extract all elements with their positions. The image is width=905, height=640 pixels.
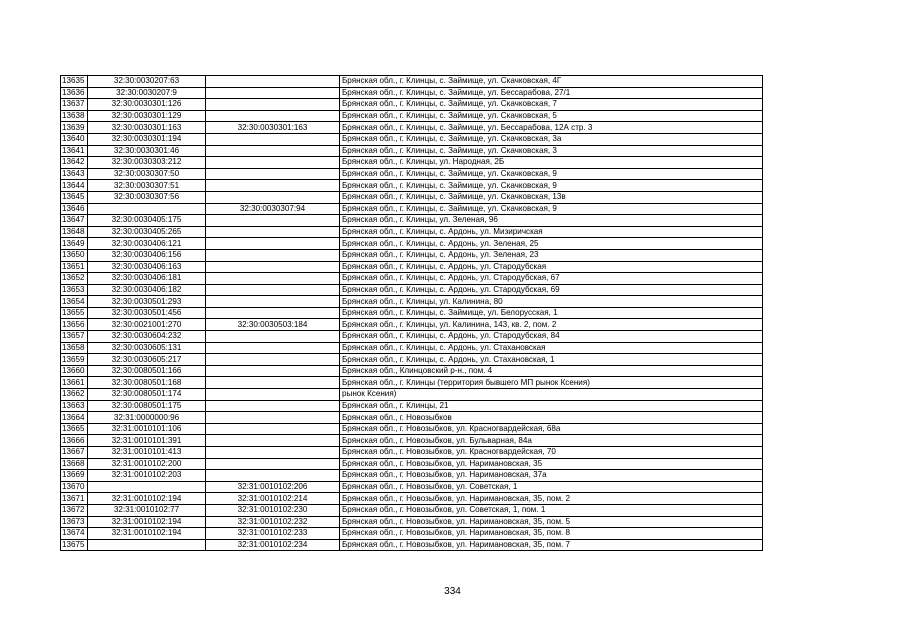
table-row <box>61 412 763 424</box>
cadastral-number-alt-cell <box>206 99 340 111</box>
cadastral-number-cell: 32:30:0030406:163 <box>88 261 206 273</box>
table-row <box>61 493 763 505</box>
row-number-cell: 13665 <box>61 423 88 435</box>
cadastral-number-cell: 32:30:0030307:51 <box>88 180 206 192</box>
row-number-cell: 13666 <box>61 435 88 447</box>
table-row <box>61 470 763 482</box>
table-row <box>61 307 763 319</box>
address-cell: Брянская обл., г. Клинцы, с. Займище, ул. Скачковская, 4Г <box>340 76 763 88</box>
cadastral-number-alt-cell: 32:30:0030307:94 <box>206 203 340 215</box>
address-cell: Брянская обл., Клинцовский р-н., пом. 4 <box>340 365 763 377</box>
row-number-cell: 13661 <box>61 377 88 389</box>
table-row <box>61 76 763 88</box>
cadastral-number-cell: 32:30:0030604:232 <box>88 331 206 343</box>
cadastral-number-cell: 32:30:0030406:156 <box>88 249 206 261</box>
table-row <box>61 331 763 343</box>
cadastral-number-alt-cell <box>206 226 340 238</box>
cadastral-number-cell: 32:31:0010102:194 <box>88 493 206 505</box>
table-row <box>61 168 763 180</box>
row-number-cell: 13655 <box>61 307 88 319</box>
address-cell: Брянская обл., г. Новозыбков, ул. Наримановская, 35, пом. 2 <box>340 493 763 505</box>
cadastral-number-alt-cell <box>206 238 340 250</box>
table-row <box>61 354 763 366</box>
cadastral-number-alt-cell <box>206 377 340 389</box>
cadastral-number-alt-cell <box>206 400 340 412</box>
cadastral-number-alt-cell: 32:31:0010102:234 <box>206 539 340 551</box>
table-row <box>61 99 763 111</box>
address-cell: Брянская обл., г. Новозыбков, ул. Наримановская, 37а <box>340 470 763 482</box>
cadastral-number-alt-cell <box>206 284 340 296</box>
address-cell: Брянская обл., г. Новозыбков, ул. Красногвардейская, 70 <box>340 447 763 459</box>
cadastral-number-alt-cell <box>206 458 340 470</box>
cadastral-number-cell: 32:30:0030207:63 <box>88 76 206 88</box>
cadastral-number-alt-cell <box>206 157 340 169</box>
address-cell: Брянская обл., г. Новозыбков, ул. Бульварная, 84а <box>340 435 763 447</box>
address-cell: Брянская обл., г. Клинцы, ул. Народная, 2Б <box>340 157 763 169</box>
cadastral-number-alt-cell <box>206 307 340 319</box>
cadastral-number-alt-cell <box>206 110 340 122</box>
address-cell: Брянская обл., г. Клинцы, с. Займище, ул. Белорусская, 1 <box>340 307 763 319</box>
table-row <box>61 377 763 389</box>
cadastral-number-alt-cell <box>206 180 340 192</box>
row-number-cell: 13673 <box>61 516 88 528</box>
table-row <box>61 157 763 169</box>
cadastral-number-alt-cell <box>206 145 340 157</box>
cadastral-number-cell: 32:30:0030406:121 <box>88 238 206 250</box>
table-row <box>61 249 763 261</box>
address-cell: Брянская обл., г. Клинцы, 21 <box>340 400 763 412</box>
row-number-cell: 13640 <box>61 133 88 145</box>
row-number-cell: 13659 <box>61 354 88 366</box>
cadastral-number-alt-cell <box>206 191 340 203</box>
cadastral-number-alt-cell: 32:31:0010102:233 <box>206 528 340 540</box>
row-number-cell: 13669 <box>61 470 88 482</box>
cadastral-number-cell: 32:30:0030301:163 <box>88 122 206 134</box>
cadastral-number-alt-cell: 32:31:0010102:230 <box>206 504 340 516</box>
row-number-cell: 13656 <box>61 319 88 331</box>
address-cell: Брянская обл., г. Клинцы, с. Займище, ул. Скачковская, 3 <box>340 145 763 157</box>
address-cell: рынок Ксения) <box>340 389 763 401</box>
row-number-cell: 13651 <box>61 261 88 273</box>
cadastral-number-cell: 32:30:0030605:131 <box>88 342 206 354</box>
table-row <box>61 261 763 273</box>
table-row <box>61 365 763 377</box>
cadastral-number-cell: 32:31:0010101:106 <box>88 423 206 435</box>
row-number-cell: 13660 <box>61 365 88 377</box>
cadastral-number-alt-cell <box>206 87 340 99</box>
table-row <box>61 296 763 308</box>
table-row <box>61 180 763 192</box>
cadastral-number-cell: 32:30:0030405:175 <box>88 215 206 227</box>
cadastral-number-cell: 32:30:0030405:265 <box>88 226 206 238</box>
cadastral-number-alt-cell: 32:30:0030301:163 <box>206 122 340 134</box>
cadastral-number-alt-cell <box>206 168 340 180</box>
registry-table <box>60 75 763 551</box>
address-cell: Брянская обл., г. Клинцы, ул. Калинина, 80 <box>340 296 763 308</box>
table-row <box>61 122 763 134</box>
table-row <box>61 539 763 551</box>
cadastral-number-alt-cell <box>206 435 340 447</box>
cadastral-number-cell: 32:30:0030501:456 <box>88 307 206 319</box>
cadastral-number-cell: 32:31:0000000:96 <box>88 412 206 424</box>
address-cell: Брянская обл., г. Клинцы, с. Ардонь, ул. Стахановская, 1 <box>340 354 763 366</box>
address-cell: Брянская обл., г. Клинцы, с. Ардонь, ул. Стахановская <box>340 342 763 354</box>
row-number-cell: 13652 <box>61 273 88 285</box>
table-row <box>61 238 763 250</box>
row-number-cell: 13664 <box>61 412 88 424</box>
cadastral-number-alt-cell <box>206 215 340 227</box>
row-number-cell: 13637 <box>61 99 88 111</box>
address-cell: Брянская обл., г. Клинцы, с. Займище, ул. Скачковская, 9 <box>340 168 763 180</box>
row-number-cell: 13639 <box>61 122 88 134</box>
table-row <box>61 87 763 99</box>
row-number-cell: 13653 <box>61 284 88 296</box>
row-number-cell: 13663 <box>61 400 88 412</box>
cadastral-number-cell: 32:30:0021001:270 <box>88 319 206 331</box>
address-cell: Брянская обл., г. Новозыбков <box>340 412 763 424</box>
address-cell: Брянская обл., г. Клинцы, с. Займище, ул. Скачковская, 13в <box>340 191 763 203</box>
cadastral-number-alt-cell <box>206 423 340 435</box>
table-row <box>61 145 763 157</box>
table-row <box>61 400 763 412</box>
address-cell: Брянская обл., г. Новозыбков, ул. Советская, 1 <box>340 481 763 493</box>
cadastral-number-cell: 32:30:0030501:293 <box>88 296 206 308</box>
address-cell: Брянская обл., г. Клинцы, с. Ардонь, ул. Стародубская, 69 <box>340 284 763 296</box>
row-number-cell: 13671 <box>61 493 88 505</box>
table-row <box>61 389 763 401</box>
row-number-cell: 13657 <box>61 331 88 343</box>
cadastral-number-alt-cell <box>206 470 340 482</box>
table-row <box>61 504 763 516</box>
row-number-cell: 13635 <box>61 76 88 88</box>
page-number: 334 <box>444 586 461 597</box>
address-cell: Брянская обл., г. Клинцы, с. Займище, ул. Скачковская, 7 <box>340 99 763 111</box>
cadastral-number-alt-cell <box>206 342 340 354</box>
cadastral-number-cell: 32:30:0030406:181 <box>88 273 206 285</box>
table-row <box>61 423 763 435</box>
cadastral-number-alt-cell <box>206 447 340 459</box>
table-row <box>61 203 763 215</box>
cadastral-number-cell: 32:31:0010102:200 <box>88 458 206 470</box>
cadastral-number-alt-cell <box>206 354 340 366</box>
cadastral-number-alt-cell: 32:31:0010102:214 <box>206 493 340 505</box>
row-number-cell: 13658 <box>61 342 88 354</box>
address-cell: Брянская обл., г. Клинцы, с. Ардонь, ул. Зеленая, 25 <box>340 238 763 250</box>
address-cell: Брянская обл., г. Новозыбков, ул. Наримановская, 35, пом. 8 <box>340 528 763 540</box>
cadastral-number-cell: 32:30:0030207:9 <box>88 87 206 99</box>
cadastral-number-alt-cell <box>206 133 340 145</box>
cadastral-number-alt-cell <box>206 249 340 261</box>
cadastral-number-alt-cell <box>206 273 340 285</box>
address-cell: Брянская обл., г. Клинцы, с. Займище, ул. Скачковская, 9 <box>340 180 763 192</box>
table-row <box>61 133 763 145</box>
address-cell: Брянская обл., г. Клинцы, с. Займище, ул. Бессарабова, 12А стр. 3 <box>340 122 763 134</box>
cadastral-number-cell: 32:31:0010102:203 <box>88 470 206 482</box>
address-cell: Брянская обл., г. Клинцы, с. Займище, ул. Скачковская, 9 <box>340 203 763 215</box>
address-cell: Брянская обл., г. Клинцы, с. Ардонь, ул. Стародубская <box>340 261 763 273</box>
table-row <box>61 226 763 238</box>
table-row <box>61 447 763 459</box>
row-number-cell: 13670 <box>61 481 88 493</box>
cadastral-number-cell: 32:30:0030307:56 <box>88 191 206 203</box>
cadastral-number-alt-cell: 32:31:0010102:206 <box>206 481 340 493</box>
cadastral-number-cell: 32:31:0010102:194 <box>88 516 206 528</box>
cadastral-number-cell: 32:30:0080501:168 <box>88 377 206 389</box>
address-cell: Брянская обл., г. Новозыбков, ул. Красногвардейская, 68а <box>340 423 763 435</box>
address-cell: Брянская обл., г. Клинцы, с. Ардонь, ул. Зеленая, 23 <box>340 249 763 261</box>
table-row <box>61 191 763 203</box>
row-number-cell: 13674 <box>61 528 88 540</box>
cadastral-number-cell: 32:30:0080501:175 <box>88 400 206 412</box>
row-number-cell: 13672 <box>61 504 88 516</box>
row-number-cell: 13642 <box>61 157 88 169</box>
row-number-cell: 13646 <box>61 203 88 215</box>
table-row <box>61 215 763 227</box>
address-cell: Брянская обл., г. Клинцы, с. Займище, ул. Бессарабова, 27/1 <box>340 87 763 99</box>
cadastral-number-cell: 32:30:0030301:46 <box>88 145 206 157</box>
cadastral-number-alt-cell <box>206 389 340 401</box>
row-number-cell: 13675 <box>61 539 88 551</box>
row-number-cell: 13650 <box>61 249 88 261</box>
row-number-cell: 13647 <box>61 215 88 227</box>
row-number-cell: 13662 <box>61 389 88 401</box>
cadastral-number-cell: 32:31:0010101:413 <box>88 447 206 459</box>
cadastral-number-alt-cell: 32:30:0030503:184 <box>206 319 340 331</box>
row-number-cell: 13667 <box>61 447 88 459</box>
address-cell: Брянская обл., г. Клинцы, с. Ардонь, ул. Стародубская, 84 <box>340 331 763 343</box>
table-row <box>61 342 763 354</box>
address-cell: Брянская обл., г. Новозыбков, ул. Советская, 1, пом. 1 <box>340 504 763 516</box>
cadastral-number-cell: 32:30:0080501:166 <box>88 365 206 377</box>
table-row <box>61 516 763 528</box>
address-cell: Брянская обл., г. Клинцы (территория бывшего МП рынок Ксения) <box>340 377 763 389</box>
row-number-cell: 13645 <box>61 191 88 203</box>
cadastral-number-cell: 32:30:0030301:126 <box>88 99 206 111</box>
cadastral-number-alt-cell <box>206 412 340 424</box>
table-row <box>61 528 763 540</box>
row-number-cell: 13641 <box>61 145 88 157</box>
cadastral-number-cell: 32:30:0030303:212 <box>88 157 206 169</box>
table-row <box>61 284 763 296</box>
cadastral-number-cell: 32:31:0010102:77 <box>88 504 206 516</box>
cadastral-number-cell: 32:30:0030301:129 <box>88 110 206 122</box>
cadastral-number-alt-cell <box>206 261 340 273</box>
address-cell: Брянская обл., г. Клинцы, с. Ардонь, ул. Мизиричская <box>340 226 763 238</box>
address-cell: Брянская обл., г. Новозыбков, ул. Наримановская, 35, пом. 5 <box>340 516 763 528</box>
cadastral-number-cell <box>88 481 206 493</box>
row-number-cell: 13644 <box>61 180 88 192</box>
row-number-cell: 13648 <box>61 226 88 238</box>
cadastral-number-cell: 32:30:0030301:194 <box>88 133 206 145</box>
cadastral-number-cell: 32:30:0030307:50 <box>88 168 206 180</box>
address-cell: Брянская обл., г. Клинцы, с. Ардонь, ул. Стародубская, 67 <box>340 273 763 285</box>
row-number-cell: 13643 <box>61 168 88 180</box>
table-row <box>61 481 763 493</box>
table-row <box>61 458 763 470</box>
cadastral-number-alt-cell <box>206 365 340 377</box>
cadastral-number-cell: 32:30:0030605:217 <box>88 354 206 366</box>
address-cell: Брянская обл., г. Новозыбков, ул. Наримановская, 35, пом. 7 <box>340 539 763 551</box>
cadastral-number-alt-cell <box>206 331 340 343</box>
table-row <box>61 319 763 331</box>
cadastral-number-cell: 32:30:0030406:182 <box>88 284 206 296</box>
address-cell: Брянская обл., г. Клинцы, с. Займище, ул. Скачковская, 5 <box>340 110 763 122</box>
address-cell: Брянская обл., г. Новозыбков, ул. Наримановская, 35 <box>340 458 763 470</box>
cadastral-number-alt-cell <box>206 76 340 88</box>
cadastral-number-alt-cell <box>206 296 340 308</box>
table-row <box>61 435 763 447</box>
cadastral-number-cell: 32:30:0080501:174 <box>88 389 206 401</box>
row-number-cell: 13654 <box>61 296 88 308</box>
address-cell: Брянская обл., г. Клинцы, ул. Калинина, 143, кв. 2, пом. 2 <box>340 319 763 331</box>
registry-table-body <box>61 76 763 551</box>
row-number-cell: 13638 <box>61 110 88 122</box>
table-row <box>61 110 763 122</box>
row-number-cell: 13668 <box>61 458 88 470</box>
row-number-cell: 13636 <box>61 87 88 99</box>
cadastral-number-cell: 32:31:0010102:194 <box>88 528 206 540</box>
address-cell: Брянская обл., г. Клинцы, с. Займище, ул. Скачковская, 3а <box>340 133 763 145</box>
address-cell: Брянская обл., г. Клинцы, ул. Зеленая, 96 <box>340 215 763 227</box>
cadastral-number-alt-cell: 32:31:0010102:232 <box>206 516 340 528</box>
cadastral-number-cell <box>88 539 206 551</box>
row-number-cell: 13649 <box>61 238 88 250</box>
cadastral-number-cell: 32:31:0010101:391 <box>88 435 206 447</box>
cadastral-number-cell <box>88 203 206 215</box>
table-row <box>61 273 763 285</box>
